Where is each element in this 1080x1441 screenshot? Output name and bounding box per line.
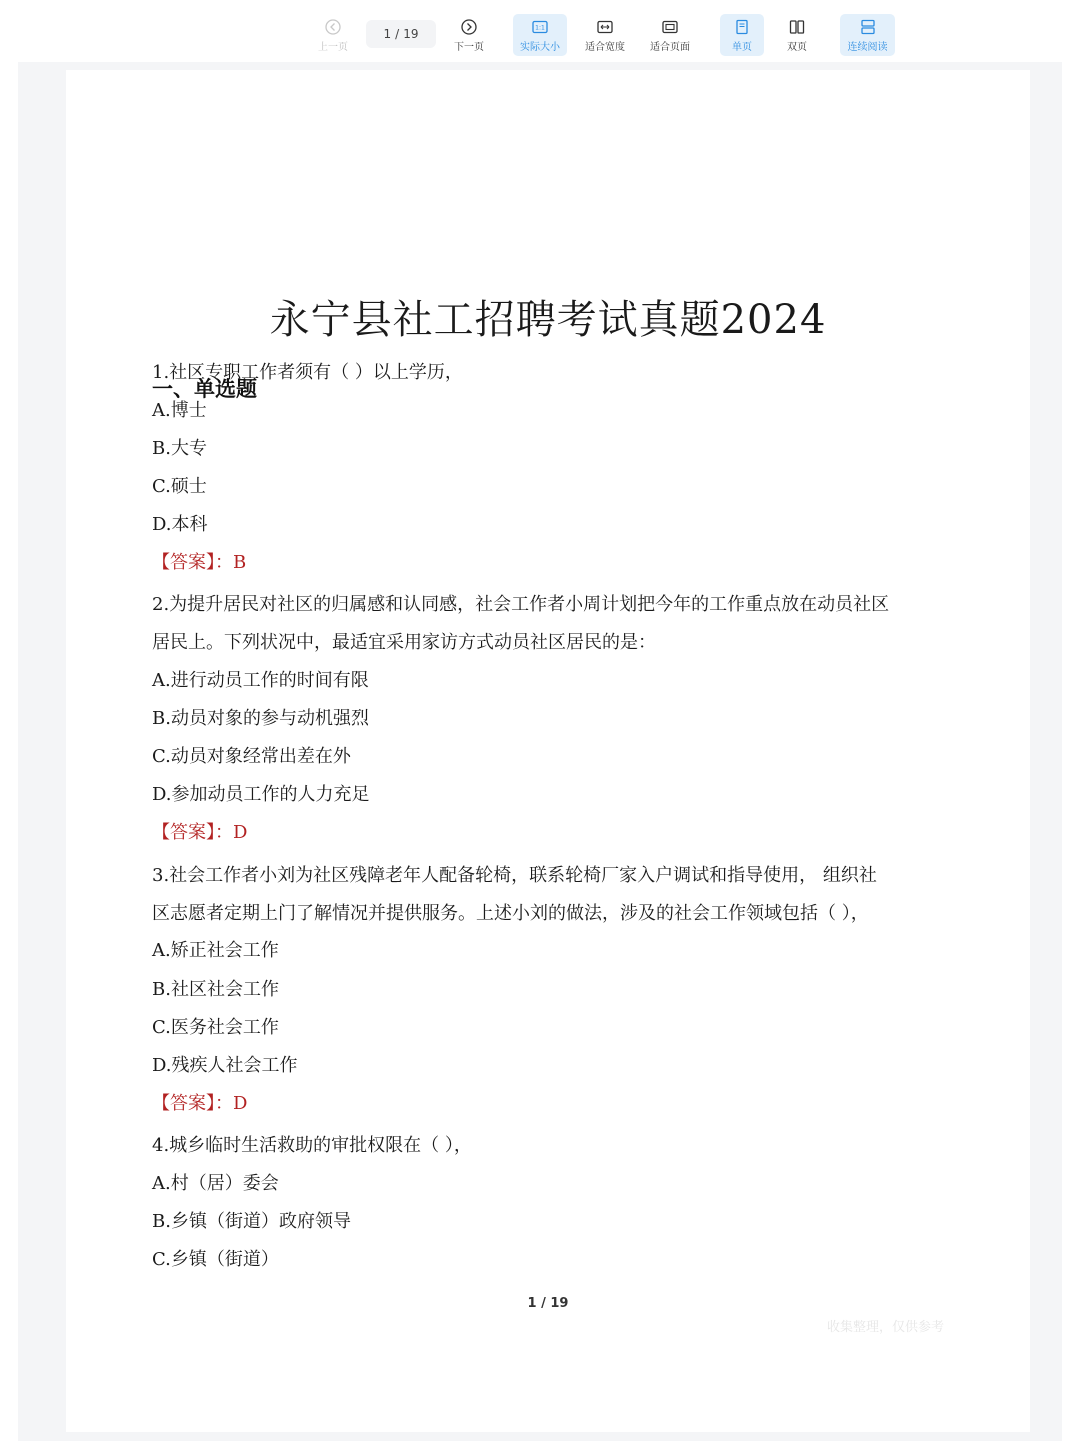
- viewer-toolbar: [0, 0, 1080, 62]
- answer-3: 【答案】：D: [152, 1093, 248, 1114]
- option-4b: B.乡镇（街道）政府领导: [152, 1211, 351, 1232]
- double-page-label: 双页: [787, 42, 807, 53]
- page-number-indicator[interactable]: [366, 20, 436, 48]
- question-4: 4.城乡临时生活救助的审批权限在（ ），: [152, 1135, 472, 1156]
- continuous-reading-icon: [860, 19, 876, 35]
- option-1a: A.博士: [152, 400, 207, 421]
- watermark-text: 收集整理，仅供参考: [826, 1320, 944, 1335]
- option-3d: D.残疾人社会工作: [152, 1055, 298, 1076]
- prev-page-button[interactable]: [312, 14, 354, 56]
- question-3-line-1: 3.社会工作者小刘为社区残障老年人配备轮椅，联系轮椅厂家入户调试和指导使用， 组织社: [152, 865, 877, 886]
- section-heading: 一、单选题: [152, 377, 257, 401]
- option-1c: C.硕士: [152, 476, 207, 497]
- chevron-right-circle-icon: [461, 19, 477, 35]
- double-page-button[interactable]: [776, 14, 818, 56]
- fit-page-label: 适合页面: [650, 42, 690, 53]
- page-separator: /: [395, 27, 400, 41]
- continuous-reading-button[interactable]: [840, 14, 895, 56]
- option-3b: B.社区社会工作: [152, 979, 279, 1000]
- fit-page-icon: [662, 19, 678, 35]
- actual-size-icon: [532, 19, 548, 35]
- option-3c: C.医务社会工作: [152, 1017, 279, 1038]
- next-page-button[interactable]: [448, 14, 490, 56]
- chevron-left-circle-icon: [325, 19, 341, 35]
- answer-2: 【答案】：D: [152, 822, 248, 843]
- actual-size-label: 实际大小: [520, 42, 560, 53]
- fit-width-icon: [597, 19, 613, 35]
- question-2-line-1: 2.为提升居民对社区的归属感和认同感，社会工作者小周计划把今年的工作重点放在动员社区: [152, 594, 890, 615]
- option-4c: C.乡镇（街道）: [152, 1249, 279, 1270]
- option-3a: A.矫正社会工作: [152, 940, 279, 961]
- page-current: 1: [383, 27, 392, 41]
- document-title: 永宁县社工招聘考试真题2024: [269, 297, 827, 343]
- option-2c: C.动员对象经常出差在外: [152, 746, 351, 767]
- option-2d: D.参加动员工作的人力充足: [152, 784, 370, 805]
- question-3-line-2: 区志愿者定期上门了解情况并提供服务。上述小刘的做法，涉及的社会工作领域包括（ ），: [152, 903, 869, 924]
- page-total: 19: [403, 27, 419, 41]
- single-page-icon: [734, 19, 750, 35]
- document-page: [66, 70, 1030, 1432]
- fit-width-label: 适合宽度: [585, 42, 625, 53]
- option-4a: A.村（居）委会: [152, 1173, 279, 1194]
- next-page-label: 下一页: [454, 42, 484, 53]
- option-1b: B.大专: [152, 438, 207, 459]
- single-page-label: 单页: [732, 42, 752, 53]
- option-1d: D.本科: [152, 514, 208, 535]
- question-1: 1.社区专职工作者须有（ ）以上学历，: [152, 362, 463, 383]
- fit-page-button[interactable]: [645, 14, 695, 56]
- single-page-button[interactable]: [720, 14, 764, 56]
- svg-text:1:1: 1:1: [535, 24, 545, 32]
- prev-page-label: 上一页: [318, 42, 348, 53]
- double-page-icon: [789, 19, 805, 35]
- actual-size-button[interactable]: [513, 14, 567, 56]
- continuous-reading-label: 连续阅读: [847, 42, 888, 53]
- option-2a: A.进行动员工作的时间有限: [152, 670, 369, 691]
- question-2-line-2: 居民上。下列状况中，最适宜采用家访方式动员社区居民的是：: [152, 632, 656, 653]
- fit-width-button[interactable]: [580, 14, 630, 56]
- page-footer-number: 1 / 19: [527, 1296, 569, 1311]
- option-2b: B.动员对象的参与动机强烈: [152, 708, 369, 729]
- answer-1: 【答案】：B: [152, 552, 247, 573]
